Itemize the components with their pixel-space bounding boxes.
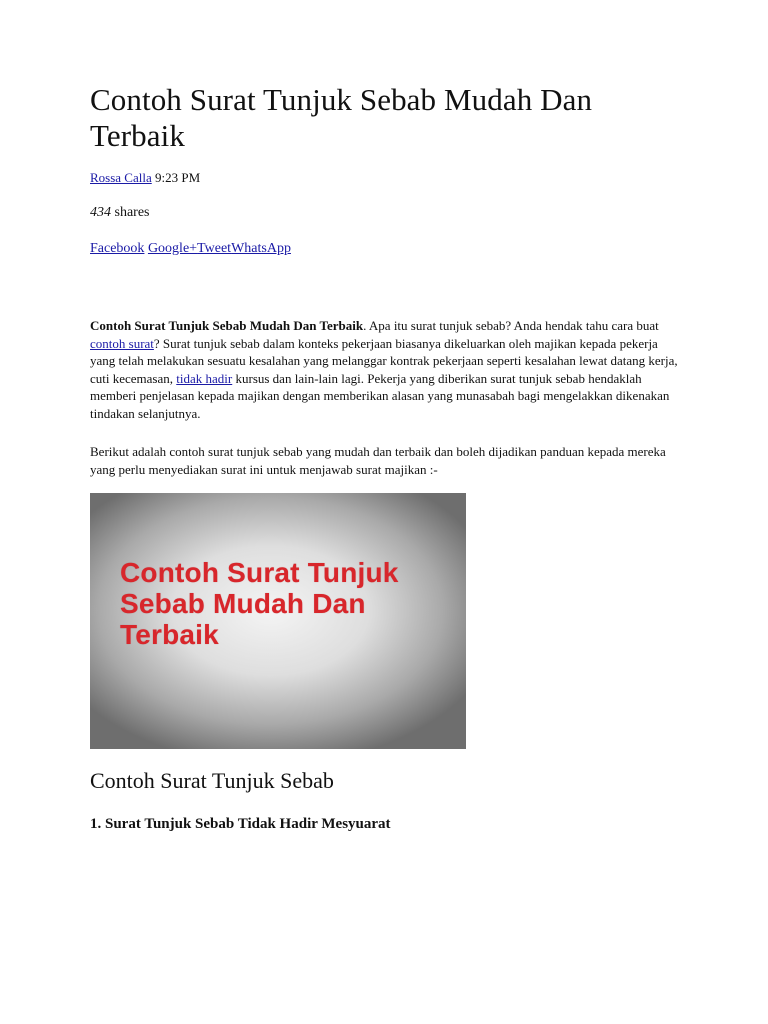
share-count bbox=[90, 205, 150, 221]
share-links bbox=[90, 241, 291, 257]
tweet-share-link[interactable]: Tweet bbox=[197, 241, 232, 256]
hero-image-text bbox=[120, 557, 460, 650]
section-heading: Contoh Surat Tunjuk Sebab bbox=[90, 768, 334, 793]
hero-image bbox=[90, 493, 466, 749]
hero-line-2: Sebab Mudah Dan bbox=[120, 588, 366, 619]
intro-text-3: kursus dan lain-lain lagi. Pekerja yang diberikan surat tunjuk sebab hendaklah memberi penjelasan kepada majikan dengan memberikan alasan yang munasabah bagi mengelakkan dikenakan tindakan selanjutnya. bbox=[90, 370, 670, 421]
share-count-number: 434 bbox=[90, 205, 111, 220]
facebook-share-link[interactable]: Facebook bbox=[90, 241, 145, 256]
second-paragraph: Berikut adalah contoh surat tunjuk sebab yang mudah dan terbaik dan boleh dijadikan panduan kepada mereka yang perlu menyediakan surat ini untuk menjawab surat majikan :- bbox=[90, 444, 666, 477]
intro-paragraph bbox=[90, 317, 680, 423]
google-share-link[interactable]: Google+ bbox=[147, 241, 198, 256]
author-link[interactable]: Rossa Calla bbox=[90, 170, 152, 185]
share-count-label: shares bbox=[114, 205, 150, 220]
article-title: Contoh Surat Tunjuk Sebab Mudah Dan Terbaik bbox=[90, 82, 593, 153]
tidak-hadir-link[interactable]: tidak hadir bbox=[176, 370, 233, 386]
post-time: 9:23 PM bbox=[155, 170, 201, 185]
subsection-heading: 1. Surat Tunjuk Sebab Tidak Hadir Mesyuarat bbox=[90, 816, 391, 832]
contoh-surat-link[interactable]: contoh surat bbox=[90, 335, 154, 351]
intro-text-2: ? Surat tunjuk sebab dalam konteks pekerjaan biasanya dikeluarkan oleh majikan kepada pekerja yang telah melakukan sesuatu kesalahan yang melanggar kontrak pekerjaan seperti kesalahan lewat datang kerja, cuti kecemasan, bbox=[90, 335, 678, 386]
hero-line-3: Terbaik bbox=[120, 619, 219, 650]
intro-bold-lead: Contoh Surat Tunjuk Sebab Mudah Dan Terbaik bbox=[90, 318, 364, 333]
post-meta bbox=[90, 170, 200, 186]
hero-line-1: Contoh Surat Tunjuk bbox=[120, 557, 399, 588]
whatsapp-share-link[interactable]: WhatsApp bbox=[231, 241, 291, 256]
intro-text-1: . Apa itu surat tunjuk sebab? Anda hendak tahu cara buat bbox=[363, 318, 659, 333]
